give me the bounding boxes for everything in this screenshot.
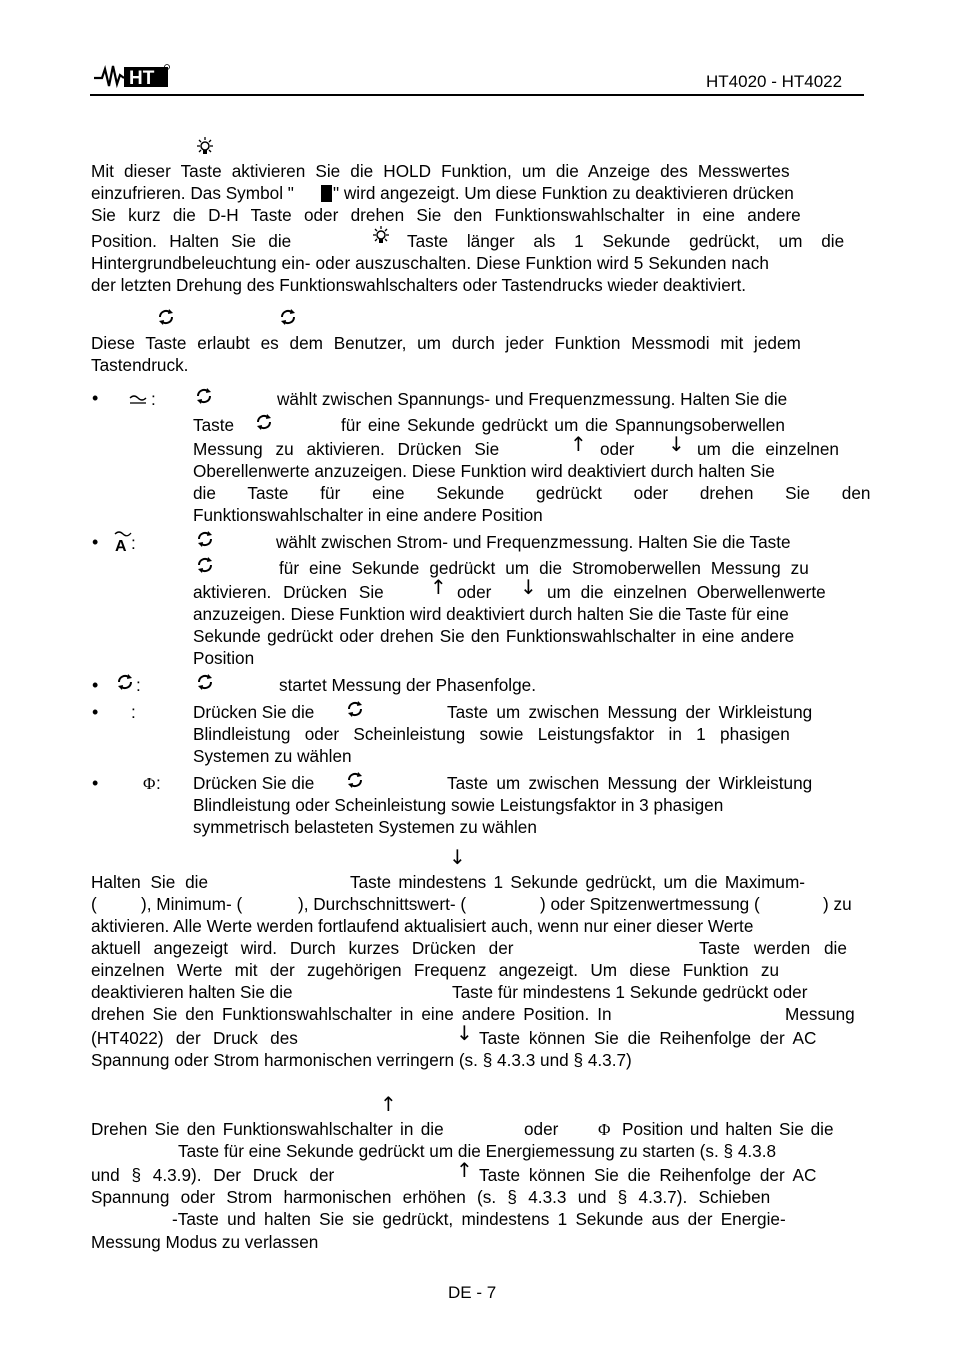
p3-line5: einzelnen Werte mit der zugehörigen Frequenz angezeigt. Um diese Funktion zu [91,960,780,980]
p4-line1a: Drehen Sie den Funktionswahlschalter in die [91,1119,444,1139]
bullet: • [92,388,99,408]
b1-line5: die Taste für eine Sekunde gedrückt oder drehen Sie den [193,483,871,503]
p3-line2e: ) zu [823,894,852,914]
bullet: • [92,532,99,552]
svg-text:A: A [115,538,127,553]
p1-line1: Mit dieser Taste aktivieren Sie die HOLD Funktion, um die Anzeige des Messwertes [91,161,790,181]
p4-line5: -Taste und halten Sie sie gedrückt, mindestens 1 Sekunde aus der Energie- [172,1209,786,1229]
p3-line9: Spannung oder Strom harmonischen verringern (s. § 4.3.3 und § 4.3.7) [91,1050,632,1070]
b3-line1: startet Messung der Phasenfolge. [279,675,537,695]
b5-line3: symmetrisch belasteten Systemen zu wählen [193,817,537,837]
up-arrow-icon: ↑ [570,432,587,456]
phi-symbol: Φ [143,774,156,793]
p1-line4b: Taste länger als 1 Sekunde gedrückt, um die [407,231,845,251]
down-arrow-icon: ↓ [668,432,685,456]
p3-line7a: drehen Sie den Funktionswahlschalter in eine andere Position. In [91,1004,612,1024]
colon: : [136,675,141,695]
b1-line2a: Taste [193,415,235,435]
b2-line4: anzuzeigen. Diese Funktion wird deaktiviert durch halten Sie die Taste für eine [193,604,789,624]
b2-line2: für eine Sekunde gedrückt um die Stromoberwellen Messung zu [279,558,809,578]
p3-line4a: aktuell angezeigt wird. Durch kurzes Drücken der [91,938,514,958]
colon: : [131,702,136,722]
cycle-key-icon [346,700,364,718]
b1-line4: Oberellenwerte anzuzeigen. Diese Funktion wird deaktiviert durch halten Sie [193,461,775,481]
p4-line4: Spannung oder Strom harmonischen erhöhen (s. § 4.3.3 und § 4.3.7). Schieben [91,1187,771,1207]
hold-lamp-icon [194,136,216,158]
logo-text: HT [129,68,155,89]
phase-sequence-icon [116,673,134,691]
b1-line2b: für eine Sekunde gedrückt um die Spannungsoberwellen [341,415,785,435]
bullet: • [92,702,99,722]
p3-line8b: Taste können Sie die Reihenfolge der AC [479,1028,817,1048]
b1-line3a: Messung zu aktivieren. Drücken Sie [193,439,500,459]
down-arrow-icon: ↓ [449,845,466,869]
p4-line3a: und § 4.3.9). Der Druck der [91,1165,335,1185]
p3-line2c: ), Durchschnittswert- ( [298,894,467,914]
p3-line4b: Taste werden die [699,938,847,958]
p3-line2d: ) oder Spitzenwertmessung ( [540,894,760,914]
cycle-key-icon [279,308,297,326]
p3-line6a: deaktivieren halten Sie die [91,982,293,1002]
b2-line3b: oder [457,582,492,602]
hold-lamp-icon [370,225,392,247]
ht-logo [94,63,170,89]
b1-line3c: um die einzelnen [697,439,839,459]
b1-line3b: oder [600,439,635,459]
cycle-key-icon [196,530,214,548]
hold-block-icon [321,185,332,202]
p1-line4a: Position. Halten Sie die [91,231,292,251]
p2-line1: Diese Taste erlaubt es dem Benutzer, um durch jeder Funktion Messmodi mit jedem [91,333,801,353]
p1-line5: Hintergrundbeleuchtung ein- oder auszuschalten. Diese Funktion wird 5 Sekunden nach [91,253,770,273]
up-arrow-icon: ↑ [430,575,447,599]
cycle-key-icon [196,556,214,574]
p3-line8a: (HT4022) der Druck des [91,1028,298,1048]
p4-line6: Messung Modus zu verlassen [91,1232,319,1252]
p4-line3b: Taste können Sie die Reihenfolge der AC [479,1165,817,1185]
ac-current-icon [113,529,133,553]
p3-line2a: ( [91,894,97,914]
b4-line1b: Taste um zwischen Messung der Wirkleistung [447,702,813,722]
b2-line5: Sekunde gedrückt oder drehen Sie den Funktionswahlschalter in eine andere [193,626,795,646]
up-arrow-icon: ↑ [456,1158,473,1182]
bullet: • [92,773,99,793]
b1-line1: wählt zwischen Spannungs- und Frequenzmessung. Halten Sie die [277,389,788,409]
cycle-key-icon [255,413,273,431]
p1-line2a: einzufrieren. Das Symbol " [91,183,294,203]
p1-line6: der letzten Drehung des Funktionswahlschalters oder Tastendrucks wieder deaktiviert. [91,275,747,295]
p3-line3: aktivieren. Alle Werte werden fortlaufend aktualisiert auch, wenn nur einer dieser Werte [91,916,754,936]
p3-line1b: Taste mindestens 1 Sekunde gedrückt, um die Maximum- [350,872,806,892]
cycle-key-icon [195,387,213,405]
p4-line2: Taste für eine Sekunde gedrückt um die Energiemessung zu starten (s. § 4.3.8 [178,1141,777,1161]
phi-symbol: Φ [598,1120,611,1139]
colon: : [131,533,136,553]
p3-line6b: Taste für mindestens 1 Sekunde gedrückt oder [452,982,808,1002]
b5-line1b: Taste um zwischen Messung der Wirkleistung [447,773,813,793]
p3-line1a: Halten Sie die [91,872,209,892]
page-number: DE - 7 [448,1283,497,1302]
b2-line3a: aktivieren. Drücken Sie [193,582,384,602]
model-name: HT4020 - HT4022 [706,72,843,91]
header-divider [90,94,864,96]
cycle-key-icon [196,673,214,691]
p2-line2: Tastendruck. [91,355,189,375]
b5-line2: Blindleistung oder Scheinleistung sowie Leistungsfaktor in 3 phasigen [193,795,724,815]
p3-line7b: Messung [785,1004,855,1024]
b1-line6: Funktionswahlschalter in eine andere Position [193,505,543,525]
colon: : [156,773,161,793]
b4-line1a: Drücken Sie die [193,702,315,722]
b4-line3: Systemen zu wählen [193,746,352,766]
b2-line1: wählt zwischen Strom- und Frequenzmessung. Halten Sie die Taste [276,532,791,552]
p4-line1b: oder [524,1119,559,1139]
up-arrow-icon: ↑ [380,1092,397,1116]
p4-line1c: Position und halten Sie die [622,1119,834,1139]
b2-line6: Position [193,648,255,668]
cycle-key-icon [346,771,364,789]
p3-line2b: ), Minimum- ( [141,894,243,914]
down-arrow-icon: ↓ [520,575,537,599]
p1-line3: Sie kurz die D-H Taste oder drehen Sie den Funktionswahlschalter in eine andere [91,205,801,225]
b5-line1a: Drücken Sie die [193,773,315,793]
p1-line2b: " wird angezeigt. Um diese Funktion zu deaktivieren drücken [333,183,794,203]
b4-line2: Blindleistung oder Scheinleistung sowie Leistungsfaktor in 1 phasigen [193,724,790,744]
colon: : [151,389,156,409]
bullet: • [92,675,99,695]
down-arrow-icon: ↓ [456,1021,473,1045]
ac-voltage-icon [128,392,148,408]
b2-line3c: um die einzelnen Oberwellenwerte [547,582,826,602]
cycle-key-icon [157,308,175,326]
